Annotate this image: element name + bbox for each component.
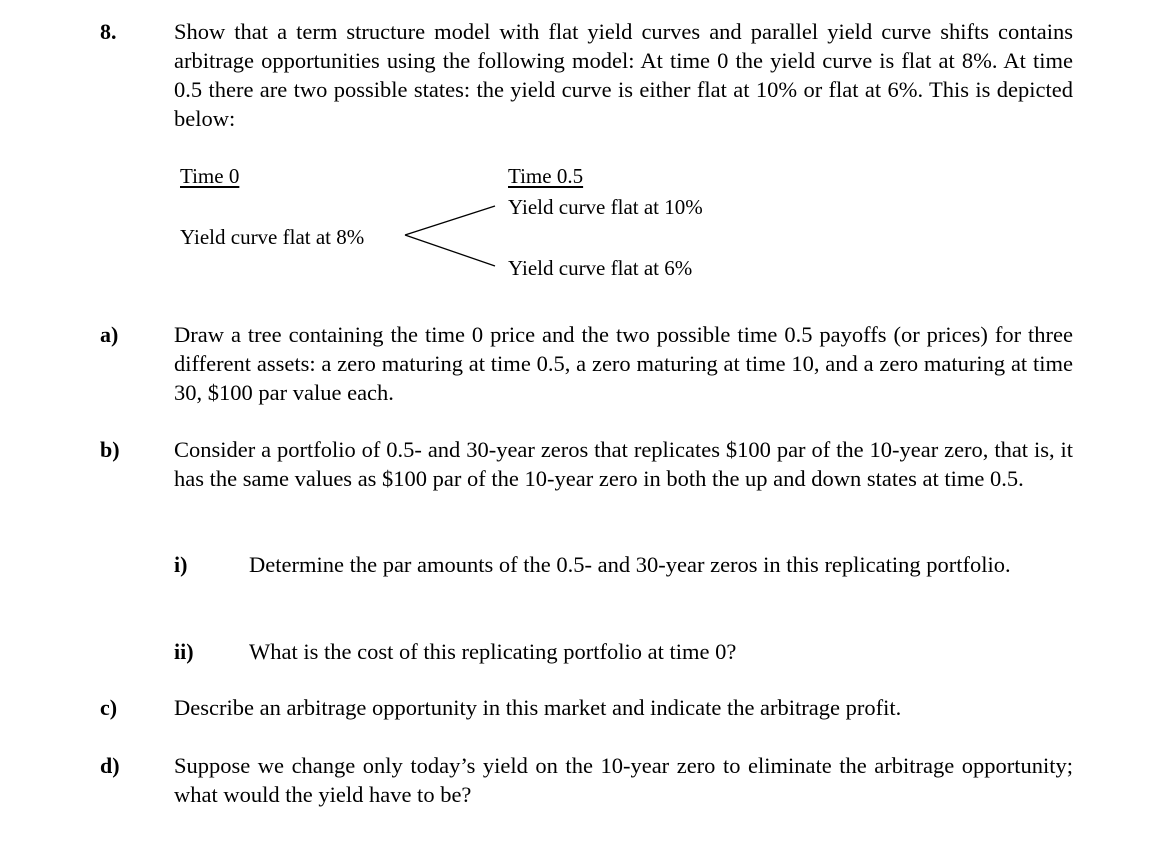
up-state-label: Yield curve flat at 10% (508, 195, 703, 219)
down-branch-line (405, 235, 495, 266)
part-b-ii-label: ii) (174, 639, 194, 664)
tree-branches (400, 195, 505, 275)
part-b-label: b) (100, 437, 120, 462)
time0-header: Time 0 (180, 164, 240, 188)
part-b-i-text: Determine the par amounts of the 0.5- and 30-year zeros in this replicating portfolio. (249, 552, 1011, 577)
start-state-label: Yield curve flat at 8% (180, 225, 365, 249)
down-state-label: Yield curve flat at 6% (508, 256, 693, 280)
part-d-label: d) (100, 753, 120, 778)
part-a-text: Draw a tree containing the time 0 price and the two possible time 0.5 payoffs (or prices) for three different assets: a zero maturing at time 0.5, a zero maturing at time 10, and a zero maturing at time 30, $100 par value each. (174, 322, 1073, 405)
part-a-label: a) (100, 322, 119, 347)
question-intro: Show that a term structure model with flat yield curves and parallel yield curve shifts contains arbitrage opportunities using the following model: At time 0 the yield curve is flat at 8%. At time 0.5 there are two possible states: the yield curve is either flat at 10% or flat at 6%. This is depicted below: (174, 19, 1073, 131)
up-branch-line (405, 206, 495, 235)
part-b-text: Consider a portfolio of 0.5- and 30-year zeros that replicates $100 par of the 10-year zero, that is, it has the same values as $100 par of the 10-year zero in both the up and down states at time 0.5. (174, 437, 1073, 491)
part-b-ii-text: What is the cost of this replicating portfolio at time 0? (249, 639, 737, 664)
part-c-label: c) (100, 695, 118, 720)
part-d-text: Suppose we change only today’s yield on the 10-year zero to eliminate the arbitrage opportunity; what would the yield have to be? (174, 753, 1073, 807)
time05-header: Time 0.5 (508, 164, 584, 188)
part-b-i-label: i) (174, 552, 188, 577)
part-c-text: Describe an arbitrage opportunity in this market and indicate the arbitrage profit. (174, 695, 902, 720)
question-number: 8. (100, 19, 117, 44)
